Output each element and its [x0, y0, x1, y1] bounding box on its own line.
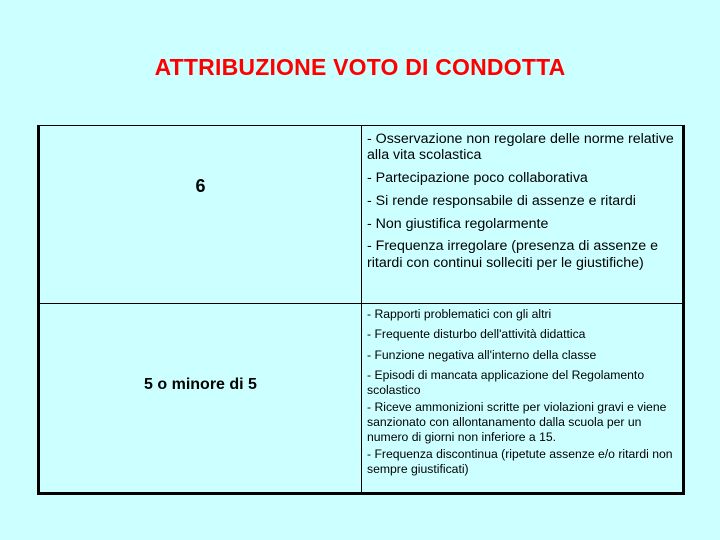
- criteria-list: [367, 304, 678, 477]
- grade-label: 5 o minore di 5: [144, 376, 257, 393]
- conduct-grade-table: [37, 125, 685, 495]
- criteria-list: [367, 126, 678, 271]
- grade-cell: [40, 126, 362, 303]
- criteria-item: - Partecipazione poco collaborativa: [367, 170, 588, 186]
- criteria-item: - Non giustifica regolarmente: [367, 215, 549, 232]
- criteria-item: - Funzione negativa all'interno della classe: [367, 347, 597, 362]
- grade-cell: [40, 304, 362, 493]
- criteria-item: - Rapporti problematici con gli altri: [367, 307, 552, 321]
- criteria-item: - Frequenza discontinua (ripetute assenze e/o ritardi non sempre giustificati): [367, 446, 673, 476]
- criteria-item: - Episodi di mancata applicazione del Regolamento scolastico: [367, 367, 645, 397]
- criteria-item: - Frequente disturbo dell'attività didattica: [367, 327, 586, 342]
- table-row-grade-6: [40, 126, 682, 304]
- criteria-item: - Frequenza irregolare (presenza di assenze e ritardi con continui solleciti per le giustifiche): [367, 238, 658, 271]
- slide-title: ATTRIBUZIONE VOTO DI CONDOTTA: [154, 54, 566, 80]
- criteria-item: - Riceve ammonizioni scritte per violazioni gravi e viene sanzionato con allontanamento dalla scuola per un numero di giorni non inferiore a 15.: [367, 399, 667, 444]
- grade-label: 6: [195, 176, 206, 196]
- criteria-cell: [367, 304, 678, 493]
- criteria-cell: [367, 126, 678, 303]
- table-row-grade-5: [40, 304, 682, 493]
- criteria-item: - Si rende responsabile di assenze e ritardi: [367, 192, 636, 209]
- criteria-item: - Osservazione non regolare delle norme relative alla vita scolastica: [367, 131, 674, 164]
